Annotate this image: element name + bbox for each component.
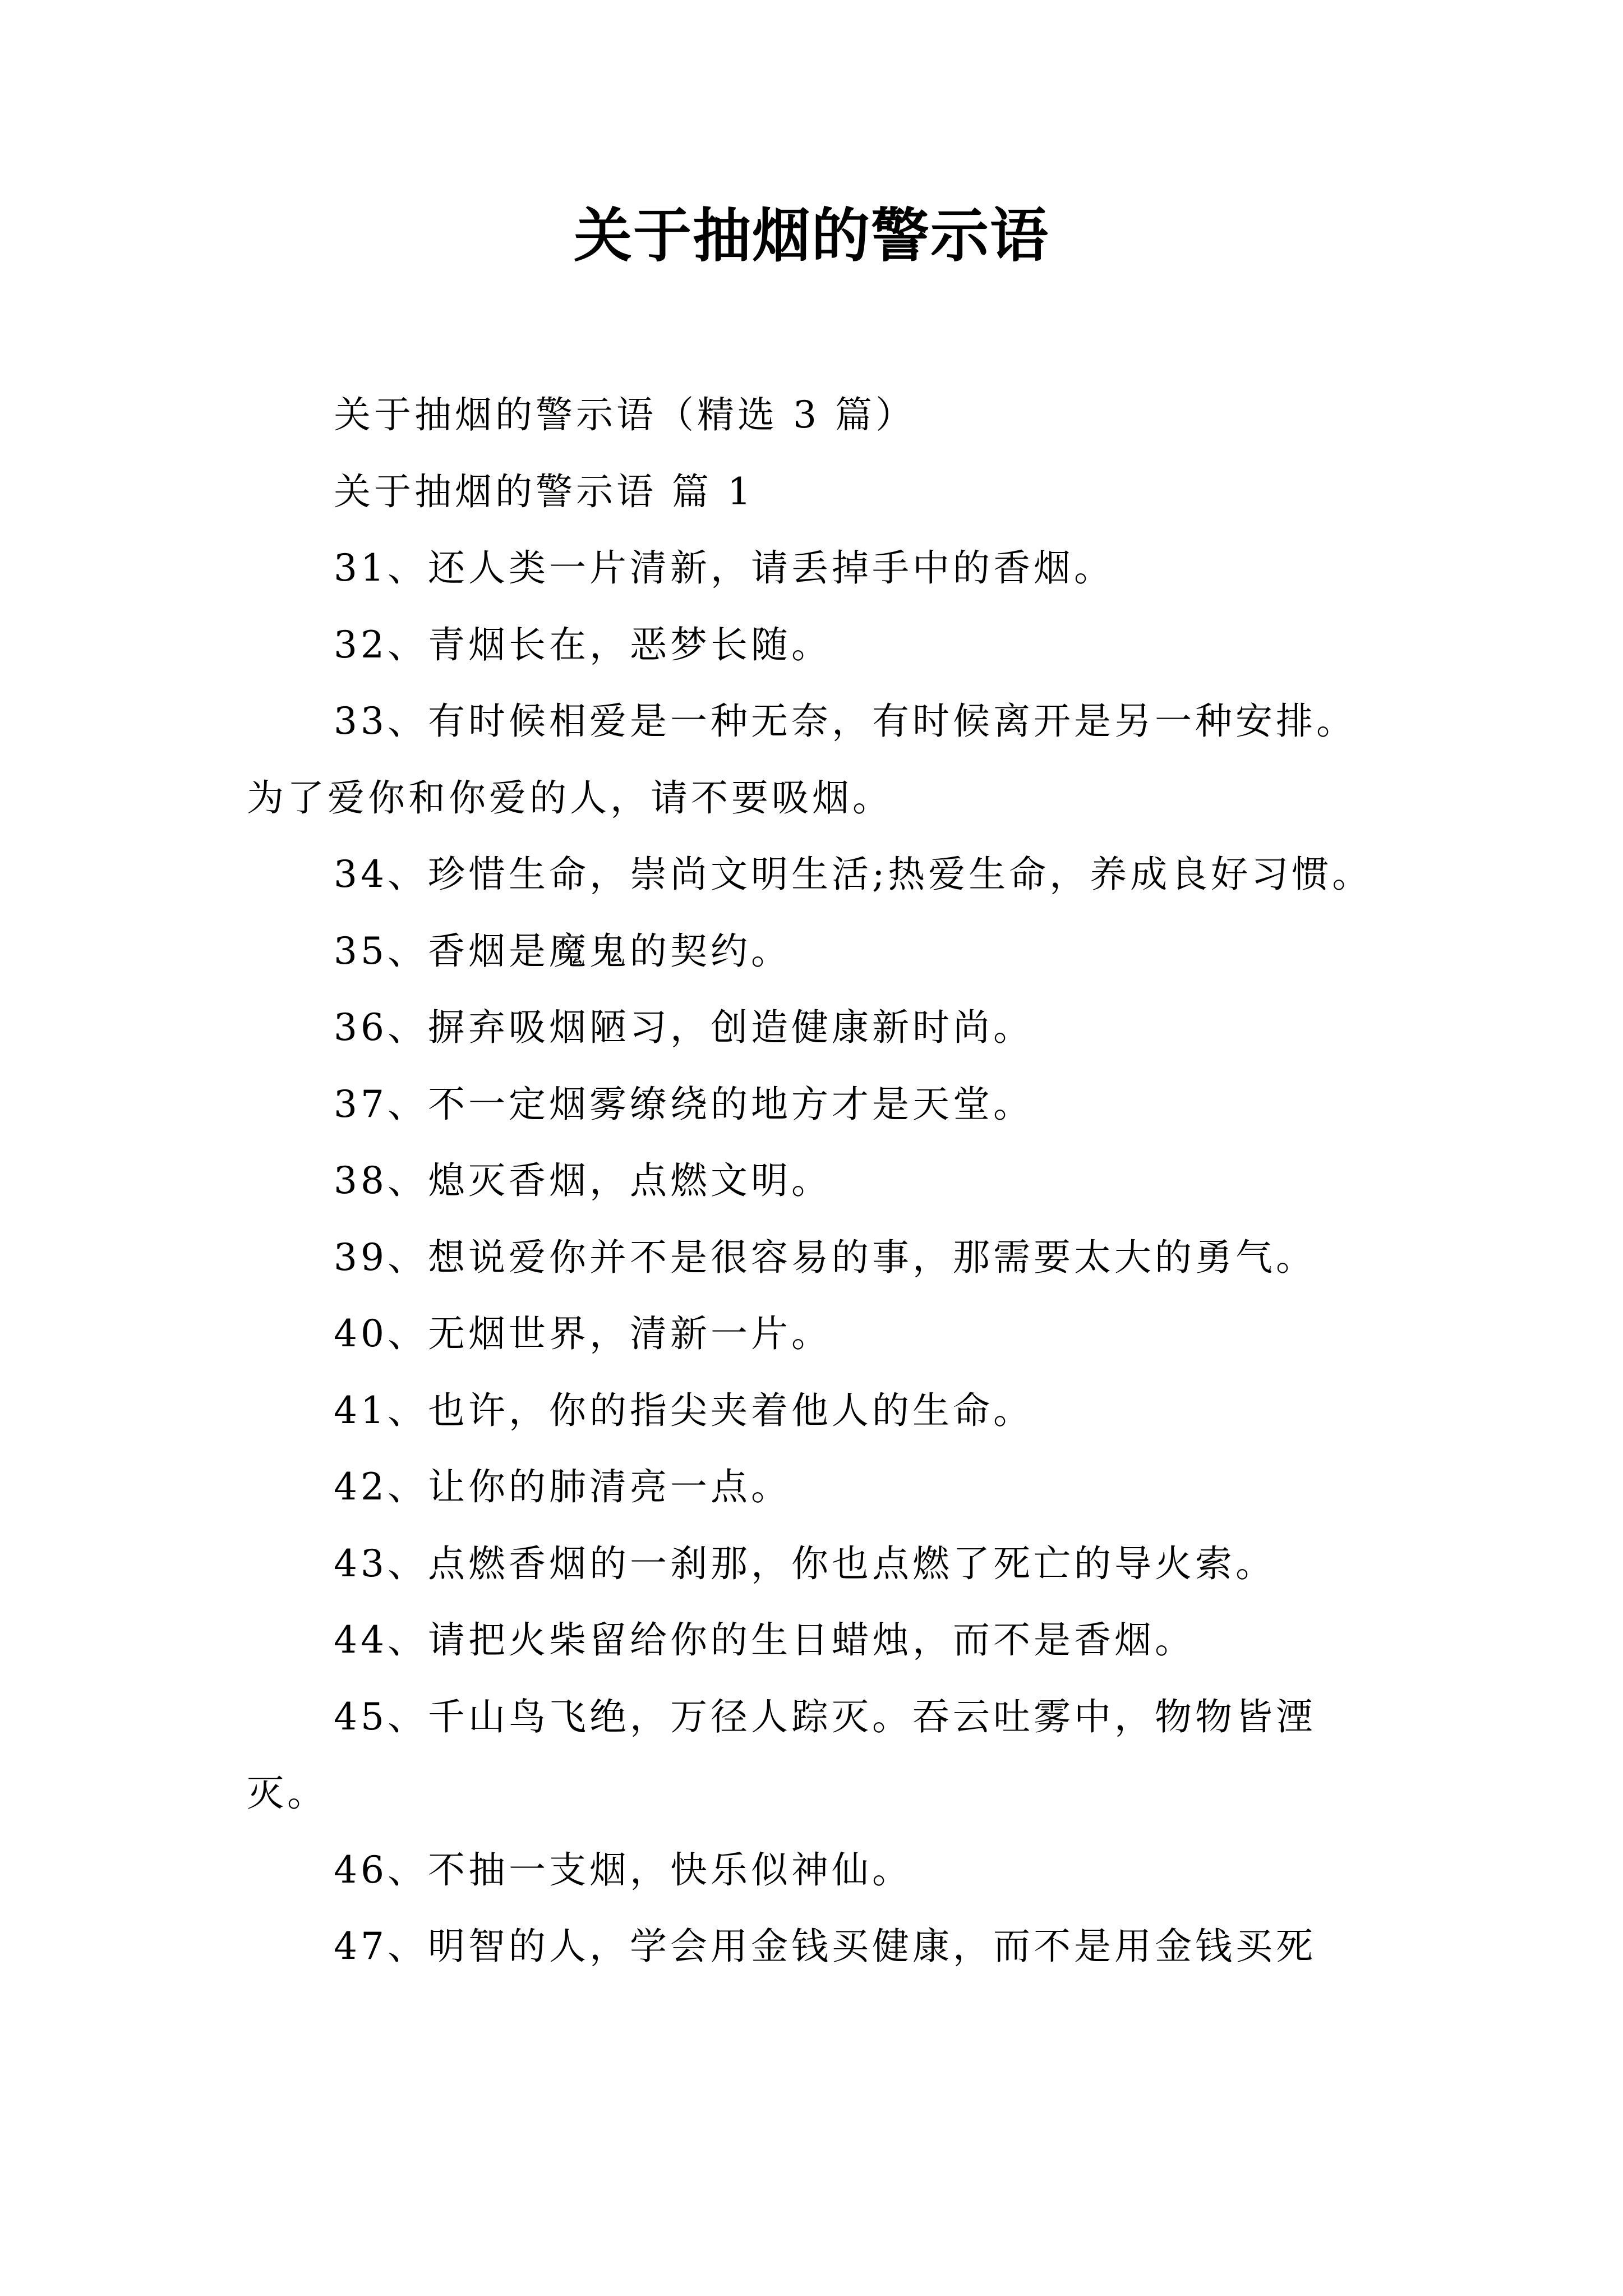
slogan-paragraph: 47、明智的人，学会用金钱买健康，而不是用金钱买死 bbox=[334, 1925, 1316, 1968]
slogan-paragraph: 36、摒弃吸烟陋习，创造健康新时尚。 bbox=[334, 1006, 1034, 1049]
slogan-paragraph: 39、想说爱你并不是很容易的事，那需要太大的勇气。 bbox=[334, 1235, 1316, 1279]
slogan-paragraph: 45、千山鸟飞绝，万径人踪灭。吞云吐雾中，物物皆湮灭。 bbox=[247, 1695, 1316, 1815]
slogan-paragraph: 41、也许，你的指尖夹着他人的生命。 bbox=[334, 1388, 1034, 1432]
subtitle-paragraph: 关于抽烟的警示语（精选 3 篇） bbox=[334, 393, 916, 436]
slogan-paragraph: 44、请把火柴留给你的生日蜡烛，而不是香烟。 bbox=[334, 1618, 1195, 1662]
slogan-paragraph: 34、珍惜生命，崇尚文明生活;热爱生命，养成良好习惯。 bbox=[334, 853, 1373, 896]
slogan-paragraph: 35、香烟是魔鬼的契约。 bbox=[334, 929, 791, 973]
slogan-paragraph: 40、无烟世界，清新一片。 bbox=[334, 1312, 832, 1355]
slogan-paragraph: 43、点燃香烟的一刹那，你也点燃了死亡的导火索。 bbox=[334, 1542, 1276, 1585]
section-heading: 关于抽烟的警示语 篇 1 bbox=[334, 470, 754, 513]
slogan-paragraph: 38、熄灭香烟，点燃文明。 bbox=[334, 1159, 832, 1202]
slogan-paragraph: 32、青烟长在，恶梦长随。 bbox=[334, 623, 832, 666]
slogan-paragraph: 42、让你的肺清亮一点。 bbox=[334, 1465, 791, 1508]
document-title: 关于抽烟的警示语 bbox=[573, 201, 1049, 270]
slogan-paragraph: 46、不抽一支烟，快乐似神仙。 bbox=[334, 1848, 912, 1892]
slogan-paragraph: 37、不一定烟雾缭绕的地方才是天堂。 bbox=[334, 1082, 1034, 1126]
slogan-paragraph: 31、还人类一片清新，请丢掉手中的香烟。 bbox=[334, 546, 1114, 590]
document-body bbox=[247, 377, 1391, 1985]
slogan-paragraph: 33、有时候相爱是一种无奈，有时候离开是另一种安排。为了爱你和你爱的人，请不要吸烟。 bbox=[247, 700, 1357, 820]
